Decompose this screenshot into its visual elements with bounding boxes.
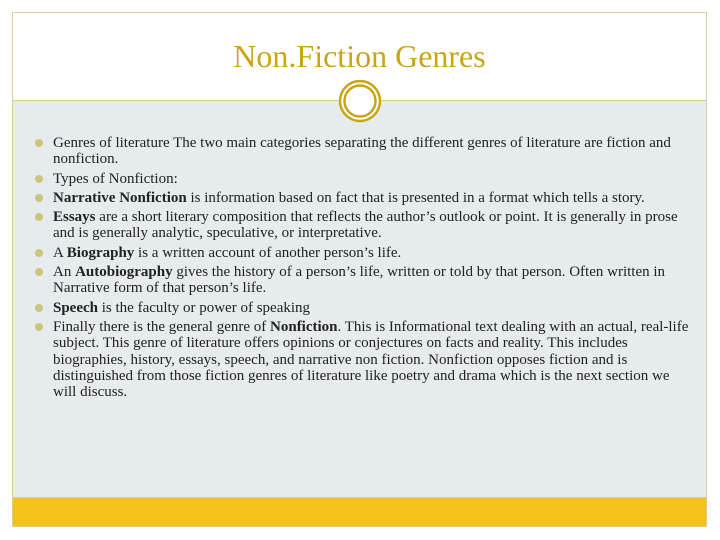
- list-item: [33, 319, 693, 400]
- list-item: [33, 135, 693, 168]
- bullet-list: [33, 135, 693, 403]
- list-item: [33, 245, 693, 261]
- content-area: [13, 100, 706, 498]
- bullet-prefix: An: [53, 264, 76, 281]
- bullet-prefix: A: [53, 244, 67, 261]
- bullet-bold-term: Biography: [66, 244, 135, 261]
- bullet-text: is a written account of another person’s life.: [134, 244, 402, 261]
- slide-frame: [12, 12, 707, 527]
- bullet-prefix: Finally there is the general genre of: [53, 318, 271, 335]
- bullet-text: gives the history of a person’s life, written or told by that person. Often written in Narrative form of that person’s life.: [53, 264, 666, 297]
- bullet-text: . This is Informational text dealing with an actual, real-life subject. This genre of literature offers opinions or conjectures on facts and reality. This includes biographies, history, essays, speech, and narrative non fiction. Nonfiction opposes fiction and is distinguished from those fiction genres of literature like poetry and drama which is the next section we will discuss.: [53, 318, 689, 401]
- bullet-bold-term: Essays: [53, 209, 96, 226]
- bullet-text: Genres of literature The two main categories separating the different genres of literature are fiction and nonfiction.: [53, 135, 671, 168]
- bullet-text: Types of Nonfiction:: [53, 170, 178, 187]
- bullet-bold-term: Autobiography: [75, 264, 173, 281]
- bullet-bold-term: Narrative Nonfiction: [53, 189, 187, 206]
- circle-ornament-icon: [338, 79, 382, 123]
- bullet-text: are a short literary composition that reflects the author’s outlook or point. It is generally in prose and is generally analytic, speculative, or interpretative.: [53, 209, 678, 242]
- footer-bar: [13, 498, 706, 526]
- bullet-text: is the faculty or power of speaking: [98, 299, 311, 316]
- list-item: [33, 300, 693, 316]
- list-item: [33, 171, 693, 187]
- bullet-bold-term: Speech: [53, 299, 98, 316]
- list-item: [33, 264, 693, 297]
- list-item: [33, 190, 693, 206]
- title-area: [13, 13, 706, 88]
- list-item: [33, 209, 693, 242]
- bullet-text: is information based on fact that is presented in a format which tells a story.: [186, 189, 645, 206]
- bullet-bold-term: Nonfiction: [270, 318, 338, 335]
- slide-title: Non.Fiction Genres: [233, 38, 486, 74]
